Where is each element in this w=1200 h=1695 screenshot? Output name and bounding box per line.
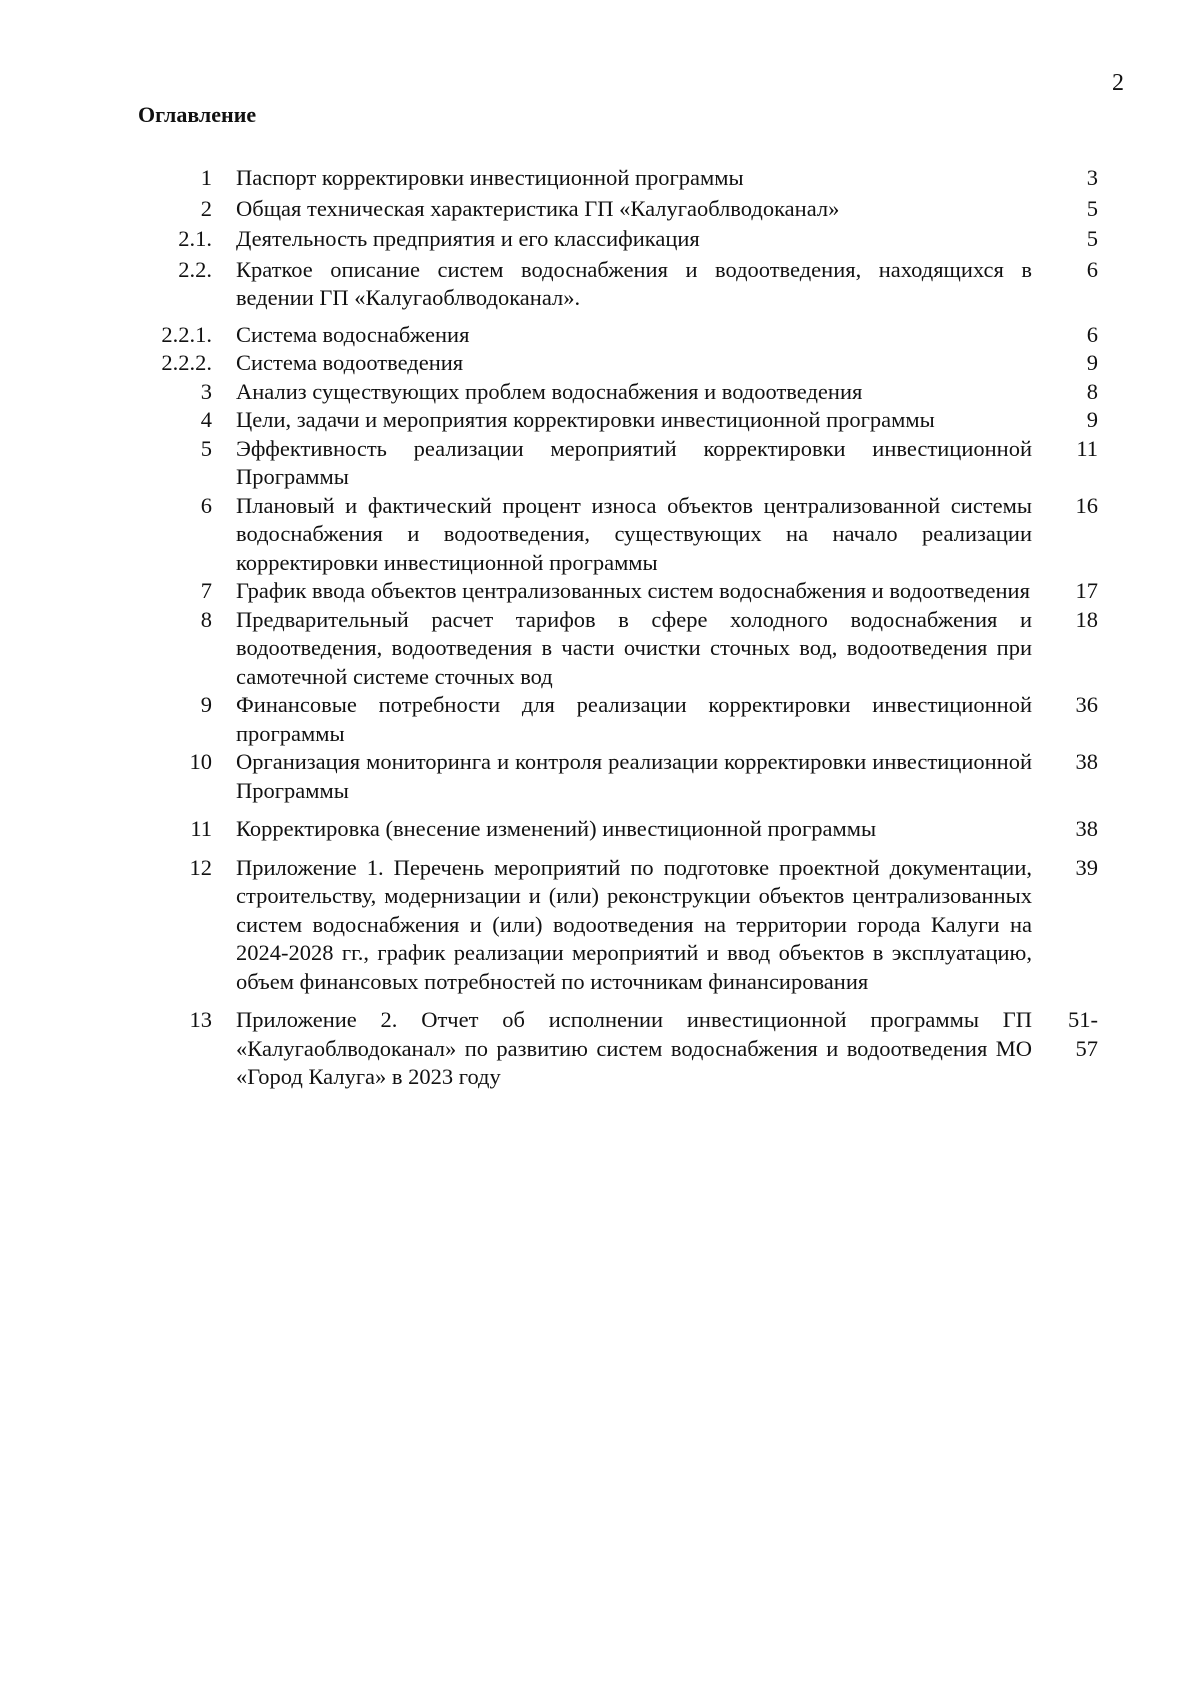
toc-entry xyxy=(138,606,1098,692)
toc-entry-number: 2 xyxy=(200,195,212,221)
toc-entry-title: Система водоотведения xyxy=(236,350,464,375)
toc-entry-number: 2.2. xyxy=(178,256,212,282)
toc-entry-number: 2.2.2. xyxy=(161,350,212,375)
toc-entry-number: 7 xyxy=(200,578,212,603)
toc-entry-number: 13 xyxy=(189,1007,212,1032)
toc-entry-page: 6 xyxy=(1086,256,1098,282)
toc-entry-title: Деятельность предприятия и его классификация xyxy=(236,226,700,251)
toc-entry-number: 4 xyxy=(200,407,212,432)
toc-entry-number: 5 xyxy=(200,435,212,461)
toc-entry-number: 10 xyxy=(189,749,212,774)
toc-entry-number: 2.2.1. xyxy=(161,321,212,347)
toc-entry-page: 38 xyxy=(1075,816,1098,841)
toc-entry xyxy=(138,378,1098,407)
toc-entry xyxy=(138,321,1098,350)
toc-entry-title: Приложение 2. Отчет об исполнении инвестиционной программы ГП «Калугаоблводоканал» по развитию систем водоснабжения и водоотведения МО «Город Калуга» в 2023 году xyxy=(236,1007,1032,1089)
toc-entry xyxy=(138,435,1098,492)
toc-entry-title: Предварительный расчет тарифов в сфере холодного водоснабжения и водоотведения, водоотведения в части очистки сточных вод, водоотведения при самотечной системе сточных вод xyxy=(236,606,1032,689)
toc-entry xyxy=(138,406,1098,435)
toc-entry xyxy=(138,195,1098,224)
toc-entry xyxy=(138,577,1098,606)
toc-entry-title: Анализ существующих проблем водоснабжения и водоотведения xyxy=(236,378,863,404)
toc-entry-page: 17 xyxy=(1075,578,1098,603)
toc-entry-page: 11 xyxy=(1076,435,1098,461)
toc-entry-page: 5 xyxy=(1086,195,1098,221)
toc-entry-title: Финансовые потребности для реализации корректировки инвестиционной программы xyxy=(236,692,1032,746)
toc-entry-title: График ввода объектов централизованных систем водоснабжения и водоотведения xyxy=(236,578,1030,603)
toc-entry-page: 51- 57 xyxy=(1068,1007,1098,1061)
toc-entry-page: 9 xyxy=(1086,350,1098,375)
toc-entry-page: 6 xyxy=(1086,321,1098,347)
toc-entry-number: 3 xyxy=(200,378,212,404)
toc-entry-page: 5 xyxy=(1086,226,1098,251)
toc-entry-page: 16 xyxy=(1075,492,1098,518)
toc-entry-title: Приложение 1. Перечень мероприятий по подготовке проектной документации, строительству, модернизации и (или) реконструкции объектов централизованных систем водоснабжения и (или) водоотведения на территории города Калуги на 2024-2028 гг., график реализации мероприятий и ввод объектов в эксплуатацию, объем финансовых потребностей по источникам финансирования xyxy=(236,854,1032,994)
toc-entry-title: Корректировка (внесение изменений) инвестиционной программы xyxy=(236,816,877,841)
page-number: 2 xyxy=(1112,70,1124,96)
toc-entry-title: Паспорт корректировки инвестиционной программы xyxy=(236,165,744,190)
toc-entry-title: Общая техническая характеристика ГП «Калугаоблводоканал» xyxy=(236,195,840,221)
toc-entry xyxy=(138,691,1098,748)
toc-entry-page: 3 xyxy=(1086,165,1098,190)
toc-entry-page: 8 xyxy=(1086,378,1098,404)
toc-entry-number: 6 xyxy=(200,492,212,518)
toc-entry-title: Система водоснабжения xyxy=(236,321,470,347)
toc-entry-page: 38 xyxy=(1075,749,1098,774)
toc-entry-title: Цели, задачи и мероприятия корректировки инвестиционной программы xyxy=(236,407,935,432)
toc-heading: Оглавление xyxy=(138,102,257,127)
toc-entry-page: 9 xyxy=(1086,407,1098,432)
toc-entry xyxy=(138,492,1098,578)
table-of-contents xyxy=(138,164,1098,1092)
toc-entry xyxy=(138,748,1098,805)
toc-entry-number: 2.1. xyxy=(178,226,212,251)
toc-entry-page: 36 xyxy=(1075,692,1098,717)
toc-entry xyxy=(138,349,1098,378)
toc-entry-title: Организация мониторинга и контроля реализации корректировки инвестиционной Программы xyxy=(236,749,1032,803)
toc-entry-number: 8 xyxy=(200,606,212,632)
toc-entry-number: 9 xyxy=(200,692,212,717)
toc-entry-number: 12 xyxy=(189,854,212,880)
toc-entry-title: Эффективность реализации мероприятий корректировки инвестиционной Программы xyxy=(236,435,1032,489)
toc-entry xyxy=(138,854,1098,997)
toc-entry-page: 39 xyxy=(1075,854,1098,880)
toc-entry xyxy=(138,164,1098,193)
toc-entry xyxy=(138,225,1098,254)
toc-entry-page: 18 xyxy=(1075,606,1098,632)
toc-entry xyxy=(138,256,1098,313)
toc-entry xyxy=(138,815,1098,844)
toc-entry-number: 1 xyxy=(200,165,212,190)
toc-entry-title: Краткое описание систем водоснабжения и водоотведения, находящихся в ведении ГП «Калугаоблводоканал». xyxy=(236,256,1032,310)
toc-entry-number: 11 xyxy=(190,816,212,841)
toc-entry-title: Плановый и фактический процент износа объектов централизованной системы водоснабжения и водоотведения, существующих на начало реализации корректировки инвестиционной программы xyxy=(236,492,1032,575)
toc-entry xyxy=(138,1006,1098,1092)
